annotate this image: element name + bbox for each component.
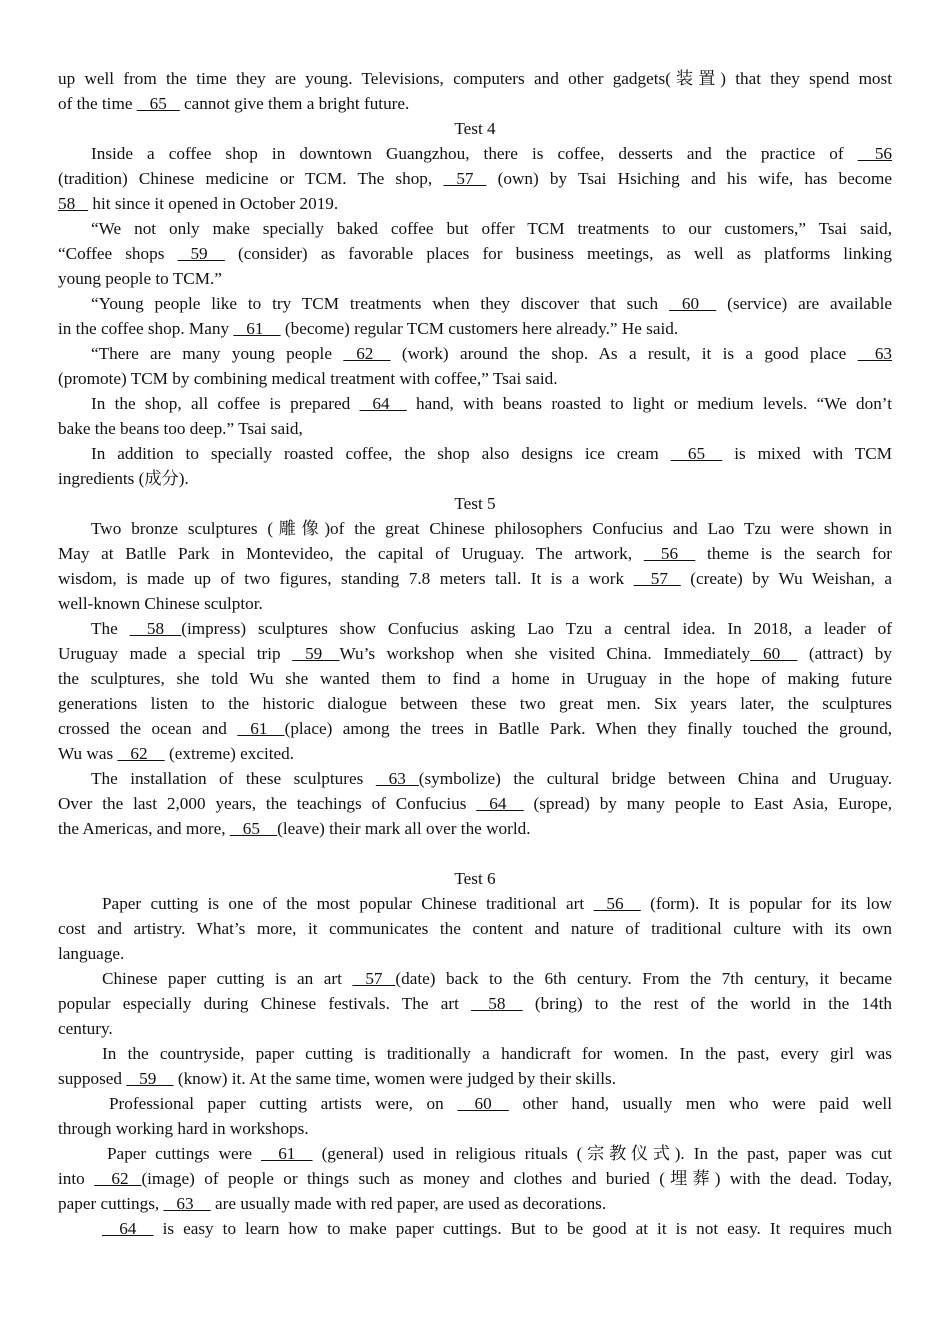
paragraph-line: Two bronze sculptures (雕像)of the great Chinese philosophers Confucius and Lao Tzu were shown in (91, 519, 892, 538)
paragraph-line: generations listen to the historic dialogue between these two great men. Six years later, the sculptures (58, 694, 892, 713)
paragraph-line: in the coffee shop. Many 61 (become) regular TCM customers here already.” He said. (58, 316, 892, 341)
paragraph-line: 58 hit since it opened in October 2019. (58, 191, 892, 216)
blank-57[interactable]: 57 (443, 169, 487, 188)
blank-58[interactable]: 58 (58, 194, 89, 213)
paragraph-line: popular especially during Chinese festivals. The art 58 (bring) to the rest of the world in the 14th (58, 991, 892, 1016)
blank-56[interactable]: 56 (643, 544, 696, 563)
paragraph-line: Inside a coffee shop in downtown Guangzhou, there is coffee, desserts and the practice of 56 (91, 141, 892, 166)
paragraph-line: Chinese paper cutting is an art 57 (date) back to the 6th century. From the 7th century, it became (102, 966, 892, 991)
paragraph-line: Paper cuttings were 61 (general) used in religious rituals (宗教仪式). In the past, paper was cut (107, 1141, 892, 1166)
paragraph-line: “Coffee shops 59 (consider) as favorable places for business meetings, as well as platforms linking (58, 241, 892, 266)
blank-64[interactable]: 64 (476, 794, 524, 813)
blank-61[interactable]: 61 (237, 719, 285, 738)
paragraph-line: through working hard in workshops. (58, 1119, 309, 1138)
paragraph-line: Wu was 62 (extreme) excited. (58, 741, 892, 766)
paragraph-line: the sculptures, she told Wu she wanted them to find a home in Uruguay in the hope of making future (58, 669, 892, 688)
section-title-test-5: Test 5 (454, 494, 496, 513)
paragraph-line: well-known Chinese sculptor. (58, 594, 263, 613)
blank-57[interactable]: 57 (352, 969, 396, 988)
blank-62[interactable]: 62 (343, 344, 391, 363)
paragraph-line: In the shop, all coffee is prepared 64 hand, with beans roasted to light or medium levels. “We don’t (91, 391, 892, 416)
paragraph-line: (promote) TCM by combining medical treatment with coffee,” Tsai said. (58, 369, 558, 388)
paragraph-line: Uruguay made a special trip 59 Wu’s workshop when she visited China. Immediately 60 (attract) by (58, 641, 892, 666)
paragraph-line: up well from the time they are young. Televisions, computers and other gadgets(装置) that they spend most (58, 69, 892, 88)
paragraph-line: century. (58, 1019, 113, 1038)
blank-60[interactable]: 60 (750, 644, 798, 663)
blank-59[interactable]: 59 (292, 644, 340, 663)
paragraph-line: In the countryside, paper cutting is traditionally a handicraft for women. In the past, every girl was (102, 1044, 892, 1063)
paragraph-line: wisdom, is made up of two figures, standing 7.8 meters tall. It is a work 57 (create) by Wu Weishan, a (58, 566, 892, 591)
paragraph-line: “There are many young people 62 (work) around the shop. As a result, it is a good place 63 (91, 341, 892, 366)
blank-65[interactable]: 65 (670, 444, 723, 463)
blank-64[interactable]: 64 (102, 1219, 154, 1238)
blank-57[interactable]: 57 (633, 569, 681, 588)
paragraph-line: 64 is easy to learn how to make paper cuttings. But to be good at it is not easy. It requires much (102, 1216, 892, 1241)
blank-65[interactable]: 65 (229, 819, 278, 838)
paragraph-line: “Young people like to try TCM treatments when they discover that such 60 (service) are available (91, 291, 892, 316)
paragraph-line: May at Batlle Park in Montevideo, the capital of Uruguay. The artwork, 56 theme is the search for (58, 541, 892, 566)
section-title-test-4: Test 4 (454, 119, 496, 138)
paragraph-line: “We not only make specially baked coffee but offer TCM treatments to our customers,” Tsai said, (91, 219, 892, 238)
paragraph-line: In addition to specially roasted coffee, the shop also designs ice cream 65 is mixed with TCM (91, 441, 892, 466)
paragraph-line: Over the last 2,000 years, the teachings of Confucius 64 (spread) by many people to East Asia, Europe, (58, 791, 892, 816)
blank-58[interactable]: 58 (129, 619, 182, 638)
blank-61[interactable]: 61 (233, 319, 281, 338)
paragraph-line: into 62 (image) of people or things such as money and clothes and buried (埋葬) with the dead. Today, (58, 1166, 892, 1191)
paragraph-line: the Americas, and more, 65 (leave) their mark all over the world. (58, 816, 892, 841)
blank-63[interactable]: 63 (375, 769, 419, 788)
paragraph-line: cost and artistry. What’s more, it communicates the content and nature of traditional culture with its own (58, 919, 892, 938)
blank-65[interactable]: 65 (136, 94, 180, 113)
section-title-test-6: Test 6 (454, 869, 496, 888)
paragraph-line: (tradition) Chinese medicine or TCM. The shop, 57 (own) by Tsai Hsiching and his wife, has become (58, 166, 892, 191)
paragraph-line: of the time 65 cannot give them a bright future. (58, 91, 892, 116)
blank-59[interactable]: 59 (126, 1069, 174, 1088)
paragraph-line: The installation of these sculptures 63 (symbolize) the cultural bridge between China and Uruguay. (91, 766, 892, 791)
blank-63[interactable]: 63 (857, 344, 892, 363)
paragraph-line: Professional paper cutting artists were, on 60 other hand, usually men who were paid well (109, 1091, 892, 1116)
blank-64[interactable]: 64 (359, 394, 407, 413)
paragraph-line: young people to TCM.” (58, 269, 222, 288)
blank-62[interactable]: 62 (117, 744, 165, 763)
paragraph-line: paper cuttings, 63 are usually made with red paper, are used as decorations. (58, 1191, 892, 1216)
paragraph-line: crossed the ocean and 61 (place) among the trees in Batlle Park. When they finally touched the ground, (58, 716, 892, 741)
blank-61[interactable]: 61 (261, 1144, 313, 1163)
paragraph-line: supposed 59 (know) it. At the same time, women were judged by their skills. (58, 1066, 892, 1091)
blank-63[interactable]: 63 (163, 1194, 211, 1213)
blank-56[interactable]: 56 (593, 894, 641, 913)
paragraph-line: The 58 (impress) sculptures show Confucius asking Lao Tzu a central idea. In 2018, a leader of (91, 616, 892, 641)
paragraph-line: bake the beans too deep.” Tsai said, (58, 419, 303, 438)
paragraph-line: Paper cutting is one of the most popular Chinese traditional art 56 (form). It is popular for its low (102, 891, 892, 916)
blank-58[interactable]: 58 (471, 994, 523, 1013)
blank-59[interactable]: 59 (177, 244, 225, 263)
blank-56[interactable]: 56 (857, 144, 892, 163)
paragraph-line: ingredients (成分). (58, 469, 189, 488)
blank-62[interactable]: 62 (94, 1169, 142, 1188)
blank-60[interactable]: 60 (457, 1094, 509, 1113)
paragraph-line: language. (58, 944, 125, 963)
blank-60[interactable]: 60 (669, 294, 717, 313)
